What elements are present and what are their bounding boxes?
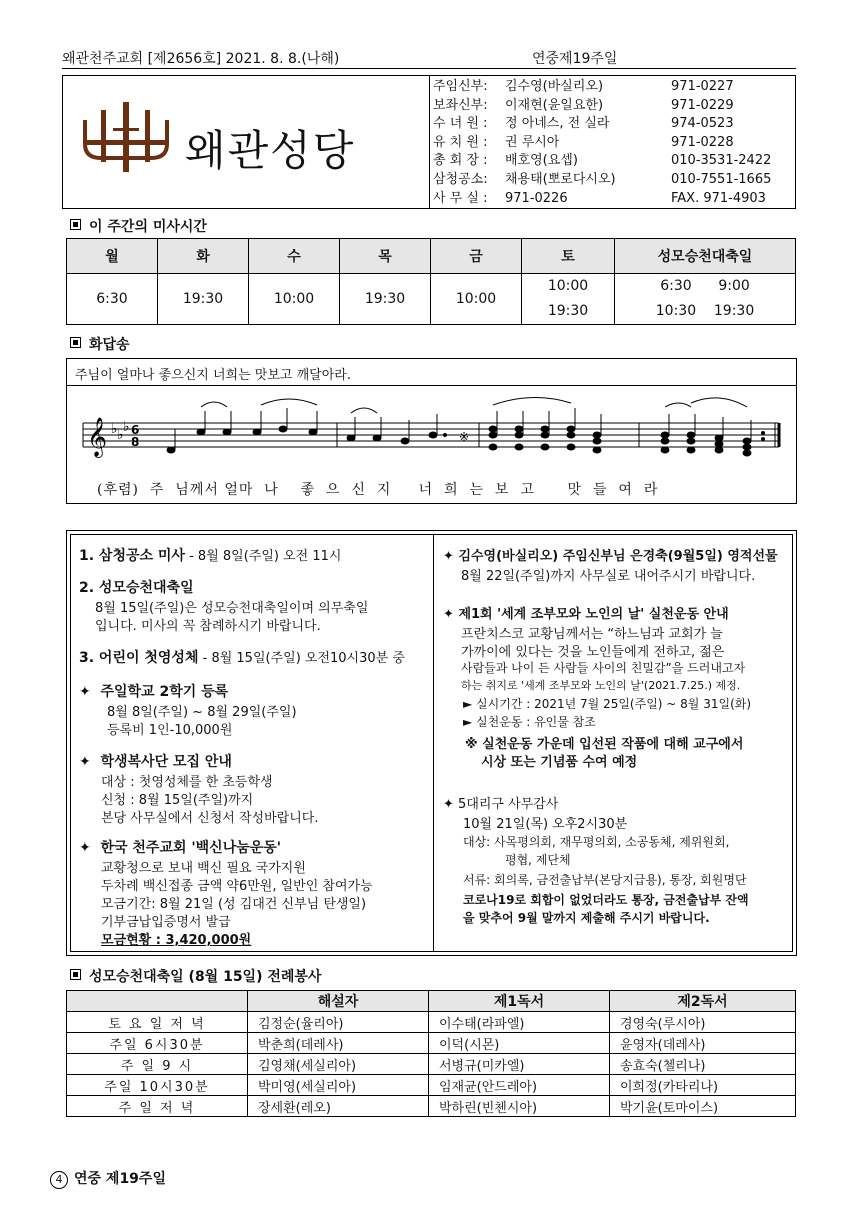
- staff-name: 이재현(윤일요한): [505, 97, 604, 113]
- table-row: [67, 1054, 796, 1075]
- day-header: 금: [431, 239, 522, 274]
- notice-text: 등록비 1인-10,000원: [107, 723, 233, 738]
- notice-title: 학생복사단 모집 안내: [100, 754, 232, 770]
- table-row: [67, 274, 796, 325]
- notice-1: [79, 545, 341, 565]
- day-header: 성모승천대축일: [615, 239, 796, 274]
- star-bullet-icon: ✦: [79, 754, 91, 770]
- day-header: 토: [522, 239, 615, 274]
- staff-name: 배호영(요셉): [505, 153, 578, 169]
- svg-text:♭: ♭: [111, 421, 118, 437]
- notice-text: 8월 15일(주일)은 성모승천대축일이며 의무축일: [95, 601, 369, 616]
- staff-role: 삼청공소:: [433, 171, 488, 187]
- notice-text: 입니다. 미사의 꼭 참례하시기 바랍니다.: [95, 619, 321, 634]
- staff-name: 권 루시아: [505, 134, 560, 150]
- square-bullet-icon: [70, 337, 81, 348]
- staff-row: [433, 115, 791, 134]
- star-bullet-icon: ✦: [443, 797, 454, 812]
- service-person: 이수태(라파엘): [429, 1012, 610, 1033]
- mass-time: 10:00: [547, 278, 589, 294]
- notices-box: [66, 530, 797, 956]
- service-person: 송효숙(첼리나): [610, 1054, 796, 1075]
- notice-title: 5대리구 사무감사: [458, 797, 559, 812]
- staff-row: [433, 152, 791, 171]
- notice-text: 8월 22일(주일)까지 사무실로 내어주시기 바랍니다.: [461, 569, 756, 584]
- service-person: 박하린(빈첸시아): [429, 1096, 610, 1117]
- notice-text: 을 맞추어 9월 말까지 제출해 주시기 바랍니다.: [463, 911, 710, 925]
- mass-time: 6:30: [67, 274, 158, 325]
- notice-text: 대상: 사목평의회, 재무평의회, 소공동체, 제위원회,: [463, 835, 730, 849]
- page-number: 4: [50, 1171, 68, 1189]
- notice-text: - 8월 15일(주일) 오전10시30분 중: [202, 651, 405, 666]
- svg-text:8: 8: [131, 435, 140, 449]
- staff-role: 유 치 원 :: [433, 134, 488, 150]
- staff-row: [433, 134, 791, 153]
- day-header: 화: [158, 239, 249, 274]
- staff-phone: 974-0523: [671, 116, 734, 132]
- day-header: 목: [340, 239, 431, 274]
- service-header: 제2독서: [610, 991, 796, 1012]
- mass-times-heading: [70, 216, 207, 236]
- notice-text: 모금기간: 8월 21일 (성 김대건 신부님 탄생일): [101, 897, 367, 912]
- notice-text: 가까이에 있다는 것을 노인들에게 전하고, 젊은: [461, 645, 725, 660]
- notice-text: 프란치스코 교황님께서는 “하느님과 교회가 늘: [461, 627, 723, 642]
- service-time: 주 일 9 시: [67, 1054, 248, 1075]
- table-row: [67, 1075, 796, 1096]
- staff-contact-list: [433, 78, 791, 208]
- service-header: 해설자: [248, 991, 429, 1012]
- psalm-text-row: [67, 359, 796, 386]
- notice-title: 제1회 '세계 조부모와 노인의 날' 실천운동 안내: [458, 607, 729, 622]
- service-person: 임재균(안드레아): [429, 1075, 610, 1096]
- psalm-heading: [70, 334, 130, 354]
- service-header: 제1독서: [429, 991, 610, 1012]
- service-person: 박춘희(데레사): [248, 1033, 429, 1054]
- notice-text: 10월 21일(목) 오후2시30분: [463, 817, 628, 832]
- notices-inner: [70, 534, 793, 952]
- table-row: [67, 1012, 796, 1033]
- star-bullet-icon: ✦: [443, 607, 454, 622]
- church-logo-icon: [81, 100, 171, 178]
- notice-3: [79, 647, 405, 667]
- staff-row: [433, 171, 791, 190]
- staff-role: 사 무 실 :: [433, 190, 488, 206]
- notice-title: 1. 삼청공소 미사: [79, 548, 185, 564]
- page-footer: [50, 1168, 166, 1189]
- mass-time: 19:30: [547, 303, 589, 319]
- staff-row: [433, 78, 791, 97]
- mass-times-table: [66, 238, 796, 325]
- service-person: 김영채(세실리아): [248, 1054, 429, 1075]
- notice-audit: [443, 793, 558, 812]
- staff-row: [433, 97, 791, 116]
- staff-role: 수 녀 원 :: [433, 116, 488, 132]
- staff-name: 김수영(바실리오): [505, 79, 604, 94]
- notice-text: ► 실시기간 : 2021년 7월 25일(주일) ~ 8월 31일(화): [463, 697, 752, 711]
- notice-text: 대상 : 첫영성체를 한 초등학생: [101, 775, 273, 790]
- notice-title: 김수영(바실리오) 주임신부님 은경축(9월5일) 영적선물: [458, 549, 778, 564]
- service-person: 장세환(레오): [248, 1096, 429, 1117]
- info-divider: [429, 76, 430, 208]
- staff-phone: 971-0228: [671, 134, 734, 150]
- psalm-box: [66, 358, 797, 504]
- mass-time: 6:30 9:00: [660, 278, 750, 294]
- notice-text: 서류: 회의록, 금전출납부(본당지급용), 통장, 회원명단: [463, 873, 747, 887]
- svg-text:♭: ♭: [117, 427, 124, 443]
- footer-text: 연중 제19주일: [74, 1171, 166, 1187]
- staff-name: 채용태(뽀로다시오): [505, 171, 616, 187]
- liturgical-day: 연중제19주일: [532, 51, 618, 67]
- table-header-row: [67, 991, 796, 1012]
- notices-divider: [433, 535, 434, 951]
- staff-phone: FAX. 971-4903: [671, 190, 766, 206]
- service-person: 윤영자(데레사): [610, 1033, 796, 1054]
- notice-title: 주일학교 2학기 등록: [100, 684, 229, 700]
- service-time: 토 요 일 저 녁: [67, 1012, 248, 1033]
- psalm-title: 화답송: [89, 337, 130, 353]
- notice-title: 3. 어린이 첫영성체: [79, 650, 199, 666]
- service-time: 주일 10시30분: [67, 1075, 248, 1096]
- service-person: 이희정(카타리나): [610, 1075, 796, 1096]
- service-person: 이덕(시몬): [429, 1033, 610, 1054]
- parish-info-box: [62, 75, 796, 209]
- staff-role: 주임신부:: [433, 79, 488, 94]
- notice-text: 8월 8일(주일) ~ 8월 29일(주일): [107, 705, 297, 720]
- svg-text:𝄞: 𝄞: [87, 417, 108, 457]
- staff-phone: 971-0229: [671, 97, 734, 113]
- parish-logo: [81, 100, 411, 186]
- notice-text: 시상 또는 기념품 수여 예정: [481, 755, 638, 770]
- donation-status: 모금현황 : 3,420,000원: [101, 933, 252, 948]
- notice-text: 평협, 제단체: [505, 853, 571, 867]
- staff-phone: 010-7551-1665: [671, 171, 772, 187]
- mass-time-saturday: [522, 274, 615, 325]
- service-person: 김정순(율리아): [248, 1012, 429, 1033]
- mass-time: 19:30: [158, 274, 249, 325]
- mass-time: 10:00: [431, 274, 522, 325]
- svg-text:6: 6: [131, 423, 140, 437]
- table-row: [67, 1096, 796, 1117]
- staff-name: 정 아네스, 전 실라: [505, 116, 610, 132]
- staff-name: 971-0226: [505, 190, 568, 206]
- notice-title: 한국 천주교회 '백신나눔운동': [100, 840, 282, 856]
- notice-text: 두차례 백신접종 금액 약6만원, 일반인 참여가능: [101, 879, 373, 894]
- notice-text: ※ 실천운동 가운데 입선된 작품에 대해 교구에서: [465, 737, 744, 752]
- table-header-row: [67, 239, 796, 274]
- bulletin-issue-info: 왜관천주교회 [제2656호] 2021. 8. 8.(나해): [62, 51, 340, 67]
- notice-title: 2. 성모승천대축일: [79, 580, 194, 596]
- star-bullet-icon: ✦: [79, 840, 91, 856]
- service-title: 성모승천대축일 (8월 15일) 전례봉사: [89, 969, 322, 985]
- notice-text: 하는 취지로 '세계 조부모와 노인의 날'(2021.7.25.) 제정.: [461, 679, 741, 692]
- mass-time-feast: [615, 274, 796, 325]
- music-score: [79, 393, 784, 475]
- notice-sunday-school: [79, 681, 228, 701]
- square-bullet-icon: [70, 219, 81, 230]
- psalm-refrain-text: 주님이 얼마나 좋으신지 너희는 맛보고 깨달아라.: [75, 368, 351, 383]
- star-bullet-icon: ✦: [79, 684, 91, 700]
- star-bullet-icon: ✦: [443, 549, 454, 564]
- staff-role: 보좌신부:: [433, 97, 488, 113]
- service-person: 경영숙(루시아): [610, 1012, 796, 1033]
- day-header: 수: [249, 239, 340, 274]
- liturgical-service-table: [66, 990, 796, 1117]
- notice-text: 교황청으로 보내 백신 필요 국가지원: [101, 861, 306, 876]
- staff-phone: 010-3531-2422: [671, 153, 772, 169]
- day-header: 월: [67, 239, 158, 274]
- notice-text: 사람들과 나이 든 사람들 사이의 친밀감”을 드러내고자: [461, 661, 746, 675]
- service-time: 주일 6시30분: [67, 1033, 248, 1054]
- staff-phone: 971-0227: [671, 79, 734, 94]
- notice-text: - 8월 8일(주일) 오전 11시: [189, 549, 342, 564]
- mass-time: 10:00: [249, 274, 340, 325]
- mass-time: 10:30 19:30: [655, 303, 755, 319]
- notice-text: 본당 사무실에서 신청서 작성바랍니다.: [101, 811, 319, 826]
- notice-grandparents: [443, 603, 729, 622]
- mass-times-title: 이 주간의 미사시간: [89, 219, 207, 235]
- table-row: [67, 1033, 796, 1054]
- header-rule: [62, 68, 796, 69]
- mass-time: 19:30: [340, 274, 431, 325]
- parish-name-logo: 왜관성당: [185, 126, 356, 175]
- staff-role: 총 회 장 :: [433, 153, 488, 169]
- notice-text: 신청 : 8월 15일(주일)까지: [101, 793, 254, 808]
- psalm-lyrics: (후렴) 주 님께서 얼마 나 좋 으 신 지 너 희 는 보 고 맛 들 여 라: [97, 482, 659, 498]
- service-person: 박미영(세실리아): [248, 1075, 429, 1096]
- square-bullet-icon: [70, 969, 81, 980]
- notice-altar-servers: [79, 751, 232, 771]
- notice-text: 코로나19로 회합이 없었더라도 통장, 금전출납부 잔액: [463, 893, 749, 907]
- staff-row: [433, 190, 791, 209]
- notice-jubilee: [443, 545, 778, 564]
- svg-text:※: ※: [459, 430, 470, 444]
- service-person: 서병규(미카엘): [429, 1054, 610, 1075]
- service-corner-header: [67, 991, 248, 1012]
- notice-text: ► 실천운동 : 유인물 참조: [463, 715, 596, 729]
- service-heading: [70, 966, 321, 986]
- notice-text: 기부금납입증명서 발급: [101, 915, 231, 930]
- notice-vaccine: [79, 837, 281, 857]
- svg-text:♭: ♭: [123, 419, 130, 435]
- service-time: 주 일 저 녁: [67, 1096, 248, 1117]
- service-person: 박기윤(토마이스): [610, 1096, 796, 1117]
